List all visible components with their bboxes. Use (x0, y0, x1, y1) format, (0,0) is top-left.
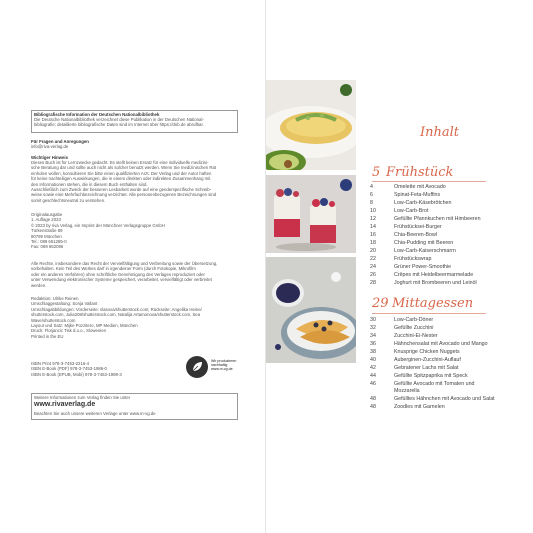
toc-entry[interactable]: 40 Auberginen-Zucchini-Auflauf (370, 357, 461, 363)
credits-text: Redaktion: Ulrike Reinen Umschlaggestaltung: Sonja Vallant Umschlagabbildungen: Vorderseite: vlasova/shutterstock.com; Rückseite: Angelika Heine/ shutterstock.com, Julia208/shutterstock.com, Natalija Artamonova/shutterstock.com, Sea Wave/shutterstock.com Layout und Satz: Mijke Pozzitero, MP Medien, München Druck: Florjancic Tisk d.o.o., Slowenien Printed in the EU (31, 296, 202, 339)
toc-entry[interactable]: 46 Gefüllte Avocado mit Tomaten und Mozzarella (370, 381, 475, 394)
toc-entry[interactable]: 20 Low-Carb-Kaiserschmarrn (370, 248, 456, 254)
leaf-icon (186, 356, 208, 378)
section-breakfast-number: 5 (372, 165, 381, 180)
omelette-avocado-photo (266, 80, 356, 170)
toc-entry[interactable]: 12 Gefüllte Pfannkuchen mit Himbeeren (370, 216, 481, 222)
notice-text: Dieses Buch ist für Lernzwecke gedacht. Es stellt keinen Ersatz für eine individuelle medizini- sche Beratung dar und sollte auch nicht als solcher benutzt werden. Wenn Sie medizinischen Rat einholen wollen, konsultieren Sie bitte einen qualifizierten Arzt. Der Verlag und der Autor haften für keine nachteiligen Auswirkungen, die in einem direkten oder indirekten Zusammenhang mit den Informationen stehen, die in diesem Buch enthalten sind. Ausschließlich zum Zweck der besseren Lesbarkeit wurde auf eine genderspezifische Schreib- weise sowie eine Mehrfachbezeichnung verzichtet. Alle personenbezogenen Bezeichnungen sind somit geschlechtsneutral zu verstehen. (31, 160, 217, 203)
toc-entry[interactable]: 36 Hähnchensalat mit Avocado und Mango (370, 341, 488, 347)
badge-text: Wir produzieren nachhaltig www.m-vg.de (211, 359, 237, 372)
toc-entry[interactable]: 16 Chia-Beeren-Bowl (370, 232, 437, 238)
section-lunch-rule (372, 313, 486, 314)
footer-line2: Beachten Sie auch unsere weiteren Verlage unter www.m-vg.de (34, 411, 156, 416)
chia-pudding-photo (266, 175, 356, 253)
rights-text: Alle Rechte, insbesondere das Recht der Vervielfältigung und Verbreitung sowie der Übersetzung, vorbehalten. Kein Teil des Werkes darf in irgendeiner Form (durch Fotokopie, Mikrofilm oder ein anderes Verfahren) ohne schriftliche Genehmigung des Verlages reproduziert oder unter Verwendung elektronischer Systeme gespeichert, verarbeitet, vervielfältigt oder verbreitet werden. (31, 261, 218, 288)
toc-entry[interactable]: 30 Low-Carb-Döner (370, 317, 434, 323)
contact-email[interactable]: info@rivа-verlag.de (31, 144, 69, 149)
toc-entry[interactable]: 44 Gefüllte Spitzpaprika mit Speck (370, 373, 468, 379)
isbn-text: ISBN Print 978-3-7453-2216-4 ISBN E-Book (PDF) 978-3-7453-1986-0 ISBN E-Book (EPUB, Mobi) 978-3-7453-1998-3 (31, 361, 122, 377)
footer-line1: Weitere Informationen zum Verlag finden Sie unter (34, 395, 131, 400)
section-breakfast-name: Frühstück (386, 165, 454, 180)
toc-entry[interactable]: 28 Joghurt mit Brombeeren und Leinöl (370, 280, 477, 286)
toc-entry[interactable]: 48 Gefülltes Hähnchen mit Avocado und Salat (370, 396, 495, 402)
crepes-blueberry-photo (266, 257, 356, 363)
bibliographic-title: Bibliografische Information der Deutschen Nationalbibliothek (34, 112, 160, 117)
toc-entry[interactable]: 18 Chia-Pudding mit Beeren (370, 240, 454, 246)
toc-entry[interactable]: 10 Low-Carb-Brot (370, 208, 429, 214)
toc-entry[interactable]: 22 Frühstückswrap (370, 256, 432, 262)
contents-title: Inhalt (420, 125, 460, 140)
section-lunch-number: 29 (372, 296, 389, 311)
toc-entry[interactable]: 4 Omelette mit Avocado (370, 184, 446, 190)
toc-entry[interactable]: 26 Crêpes mit Heidelbeermarmelade (370, 272, 474, 278)
toc-entry[interactable]: 42 Gebratener Lachs mit Salat (370, 365, 459, 371)
toc-entry[interactable]: 6 Spinat-Feta-Muffins (370, 192, 441, 198)
section-lunch-name: Mittagessen (392, 296, 474, 311)
toc-entry[interactable]: 34 Zucchini-Ei-Nester (370, 333, 438, 339)
toc-entry[interactable]: 14 Frühstücksei-Burger (370, 224, 442, 230)
footer-url-link[interactable]: www.rivaverlag.de (34, 401, 96, 408)
contact-title: Für Fragen und Anregungen (31, 139, 89, 144)
toc-entry[interactable]: 8 Low-Carb-Käsebrötchen (370, 200, 452, 206)
toc-entry[interactable]: 32 Gefüllte Zucchini (370, 325, 434, 331)
toc-entry[interactable]: 24 Grüner Power-Smoothie (370, 264, 452, 270)
edition-text: Originalausgabe 1. Auflage 2023 © 2023 by riva Verlag, ein Imprint der Münchner Verlagsgruppe GmbH Türkenstraße 89 80799 München Tel.: 089 651285-0 Fax: 089 652096 (31, 212, 165, 250)
sustainability-badge-icon (186, 356, 208, 378)
bibliographic-text: Die Deutsche Nationalbibliothek verzeichnet diese Publikation in der Deutschen National- bibliografie; detaillierte bibliografische Daten sind im Internet über https://dnb.de abrufbar. (34, 117, 204, 128)
notice-title: Wichtiger Hinweis (31, 155, 68, 160)
toc-entry[interactable]: 48 Zoodles mit Garnelen (370, 404, 445, 410)
toc-entry[interactable]: 38 Knusprige Chicken Nuggets (370, 349, 460, 355)
section-breakfast-rule (372, 181, 486, 182)
